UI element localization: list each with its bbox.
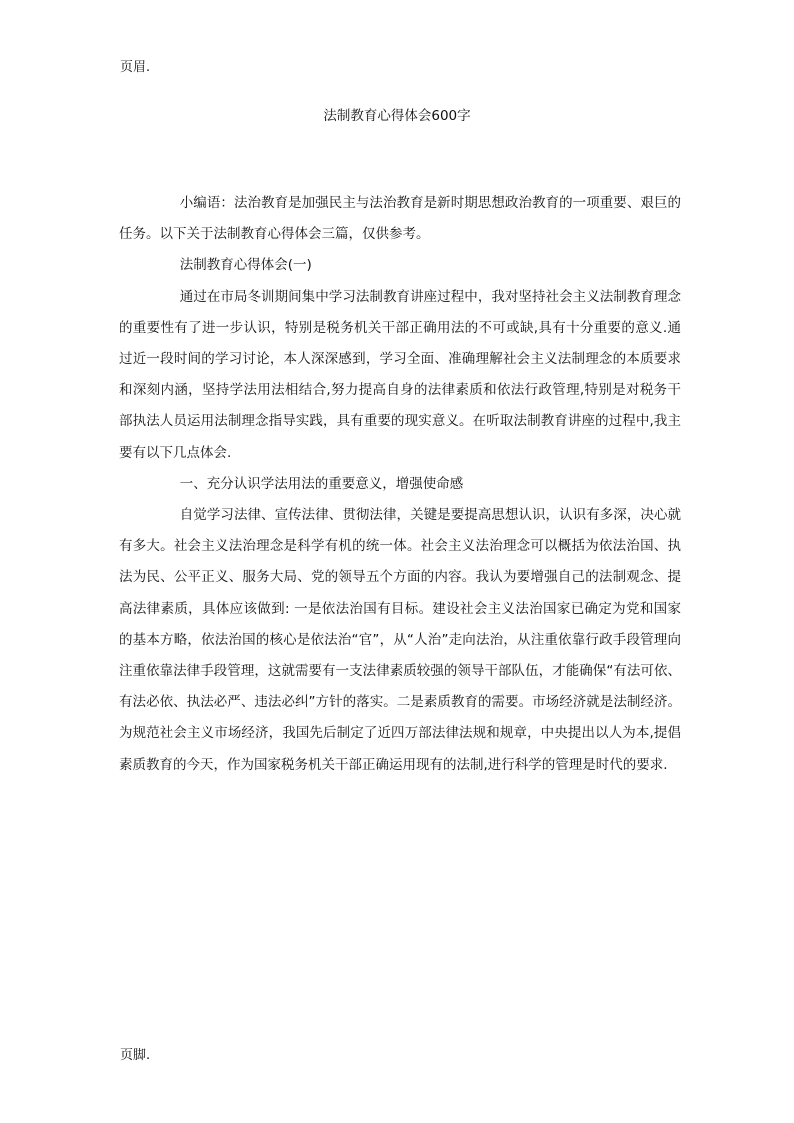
section-heading: 法制教育心得体会(一) [179,257,312,274]
document-body [119,188,681,781]
document-title: 法制教育心得体会600字 [323,108,471,124]
page-footer: 页脚. [120,1048,151,1063]
intro-paragraph: 小编语：法治教育是加强民主与法治教育是新时期思想政治教育的一项重要、艰巨的任务。以下关于法制教育心得体会三篇，仅供参考。 [119,195,681,243]
page-header: 页眉. [120,60,151,75]
body-paragraph: 通过在市局冬训期间集中学习法制教育讲座过程中，我对坚持社会主义法制教育理念的重要性有了进一步认识，特别是税务机关干部正确用法的不可或缺,具有十分重要的意义.通过近一段时间的学习讨论，本人深深感到，学习全面、准确理解社会主义法制理念的本质要求和深刻内涵，坚持学法用法相结合,努力提高自身的法律素质和依法行政管理,特别是对税务干部执法人员运用法制理念指导实践，具有重要的现实意义。在听取法制教育讲座的过程中,我主要有以下几点体会. [119,288,681,461]
sub-heading: 一、充分认识学法用法的重要意义，增强使命感 [179,475,464,492]
body-paragraph: 自觉学习法律、宣传法律、贯彻法律，关键是要提高思想认识，认识有多深，决心就有多大。社会主义法治理念是科学有机的统一体。社会主义法治理念可以概括为依法治国、执法为民、公平正义、服务大局、党的领导五个方面的内容。我认为要增强自己的法制观念、提高法律素质，具体应该做到: 一是依法治国有目标。建设社会主义法治国家已确定为党和国家的基本方略，依法治国的核心是依法治“官”，从“人治”走向法治，从注重依靠行政手段管理向注重依靠法律手段管理，这就需要有一支法律素质较强的领导干部队伍，才能确保“有法可依、有法必依、执法必严、违法必纠”方针的落实。二是素质教育的需要。市场经济就是法制经济。为规范社会主义市场经济，我国先后制定了近四万部法律法规和规章，中央提出以人为本,提倡素质教育的今天，作为国家税务机关干部正确运用现有的法制,进行科学的管理是时代的要求. [119,507,681,773]
